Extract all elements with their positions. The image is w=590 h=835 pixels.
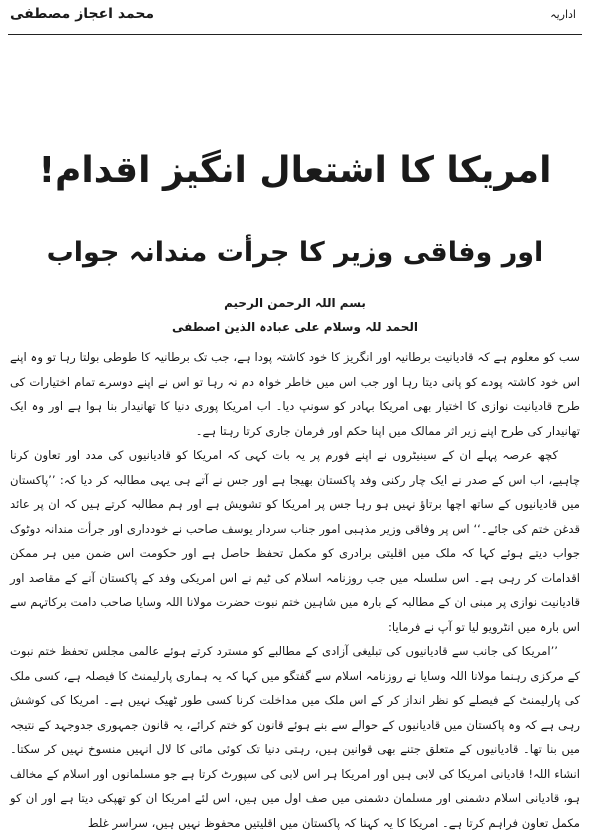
hamd-line: الحمد للہ وسلام علی عبادہ الذین اصطفی — [172, 320, 418, 334]
section-label: اداریہ — [550, 8, 576, 21]
paragraph-1: سب کو معلوم ہے کہ قادیانیت برطانیہ اور انگریز کا خود کاشتہ پودا ہے، جب تک برطانیہ کا طوطی بولتا رہا تو وہ اپنے اس خود کاشتہ پودے کو پانی دیتا رہا اور جب اس میں خاطر خواہ دم نہ رہا تو اس نے اپنے دوسرے تمام اختیارات کی طرح قادیانیت نوازی کا اختیار بھی امریکا بہادر کو سونپ دیا۔ اب امریکا پوری دنیا کا تھانیدار بنا ہوا ہے اور وہ ایک تھانیدار کی طرح اپنے زیر اثر ممالک میں اپنا حکم اور فرمان جاری کرتا رہتا ہے۔ — [10, 350, 580, 438]
article-title: امریکا کا اشتعال انگیز اقدام! — [38, 150, 552, 191]
paragraph-2: کچھ عرصہ پہلے ان کے سینیٹروں نے اپنے فورم پر یہ بات کہی کہ امریکا کو قادیانیوں کی مدد اور تعاون کرنا چاہیے، اب اس کے صدر نے ایک چار رکنی وفد پاکستان بھیجا ہے اور جس نے آتے ہی یہی مطالبہ کر دیا کہ: ’’پاکستان میں قادیانیوں کے ساتھ اچھا برتاؤ نہیں ہو رہا جس پر امریکا کو تشویش ہے اور ہم مطالبہ کرتے ہیں کہ ان پر عائد قدغن ختم کی جائے۔‘‘ اس پر وفاقی وزیر مذہبی امور جناب سردار یوسف صاحب نے خودداری اور جرأت مندانہ دوٹوک جواب دیتے ہوئے کہا کہ ملک میں اقلیتی برادری کو مکمل تحفظ حاصل ہے اور حکومت اس ضمن میں ہر ممکن اقدامات کر رہی ہے۔ اس سلسلہ میں جب روزنامہ اسلام کی ٹیم نے اس امریکی وفد کے پاکستان آنے کے مقاصد اور قادیانیت نوازی پر مبنی ان کے مطالبہ کے بارہ میں شاہین ختم نبوت حضرت مولانا اللہ وسایا صاحب دامت برکاتہم سے اس بارہ میں انٹرویو لیا تو آپ نے فرمایا: — [10, 448, 580, 634]
bismillah-line: بسم اللہ الرحمن الرحیم — [224, 296, 366, 310]
paragraph-3: ’’امریکا کی جانب سے قادیانیوں کی تبلیغی آزادی کے مطالبے کو مسترد کرتے ہوئے عالمی مجلس تحفظ ختم نبوت کے مرکزی رہنما مولانا اللہ وسایا نے روزنامہ اسلام سے گفتگو میں کہا کہ یہ ہماری پارلیمنٹ کا فیصلہ ہے، کسی ملک کی پارلیمنٹ کے فیصلے کو نظر انداز کر کے اس ملک میں مداخلت کرنا کسی طور ٹھیک نہیں ہے۔ امریکا کی کوشش رہی ہے کہ وہ پاکستان میں قادیانیوں کے حوالے سے بنے ہوئے قانون کو ختم کرائے، یہ قانون جمہوری جدوجہد کے نتیجہ میں بنا تھا۔ قادیانیوں کے متعلق جتنے بھی قوانین ہیں، رہتی دنیا تک کوئی مائی کا لال انہیں منسوخ نہیں کر سکتا۔ انشاء اللہ! قادیانی امریکا کی لابی ہیں اور امریکا ہر اس لابی کی سپورٹ کرتا ہے جو مسلمانوں اور اسلام کے مخالف ہو، قادیانی اسلام دشمنی اور مسلمان دشمنی میں صف اول میں ہیں، اس لئے امریکا ان کو تھپکی دیتا ہے اور ان کو مکمل تعاون فراہم کرتا ہے۔ امریکا کا یہ کہنا کہ پاکستان میں اقلیتیں محفوظ نہیں ہیں، سراسر غلط — [10, 644, 580, 830]
article-subtitle: اور وفاقی وزیر کا جرأت مندانہ جواب — [46, 237, 544, 268]
author-name: محمد اعجاز مصطفی — [10, 6, 155, 22]
header-divider — [8, 34, 582, 35]
article-body — [10, 345, 580, 835]
